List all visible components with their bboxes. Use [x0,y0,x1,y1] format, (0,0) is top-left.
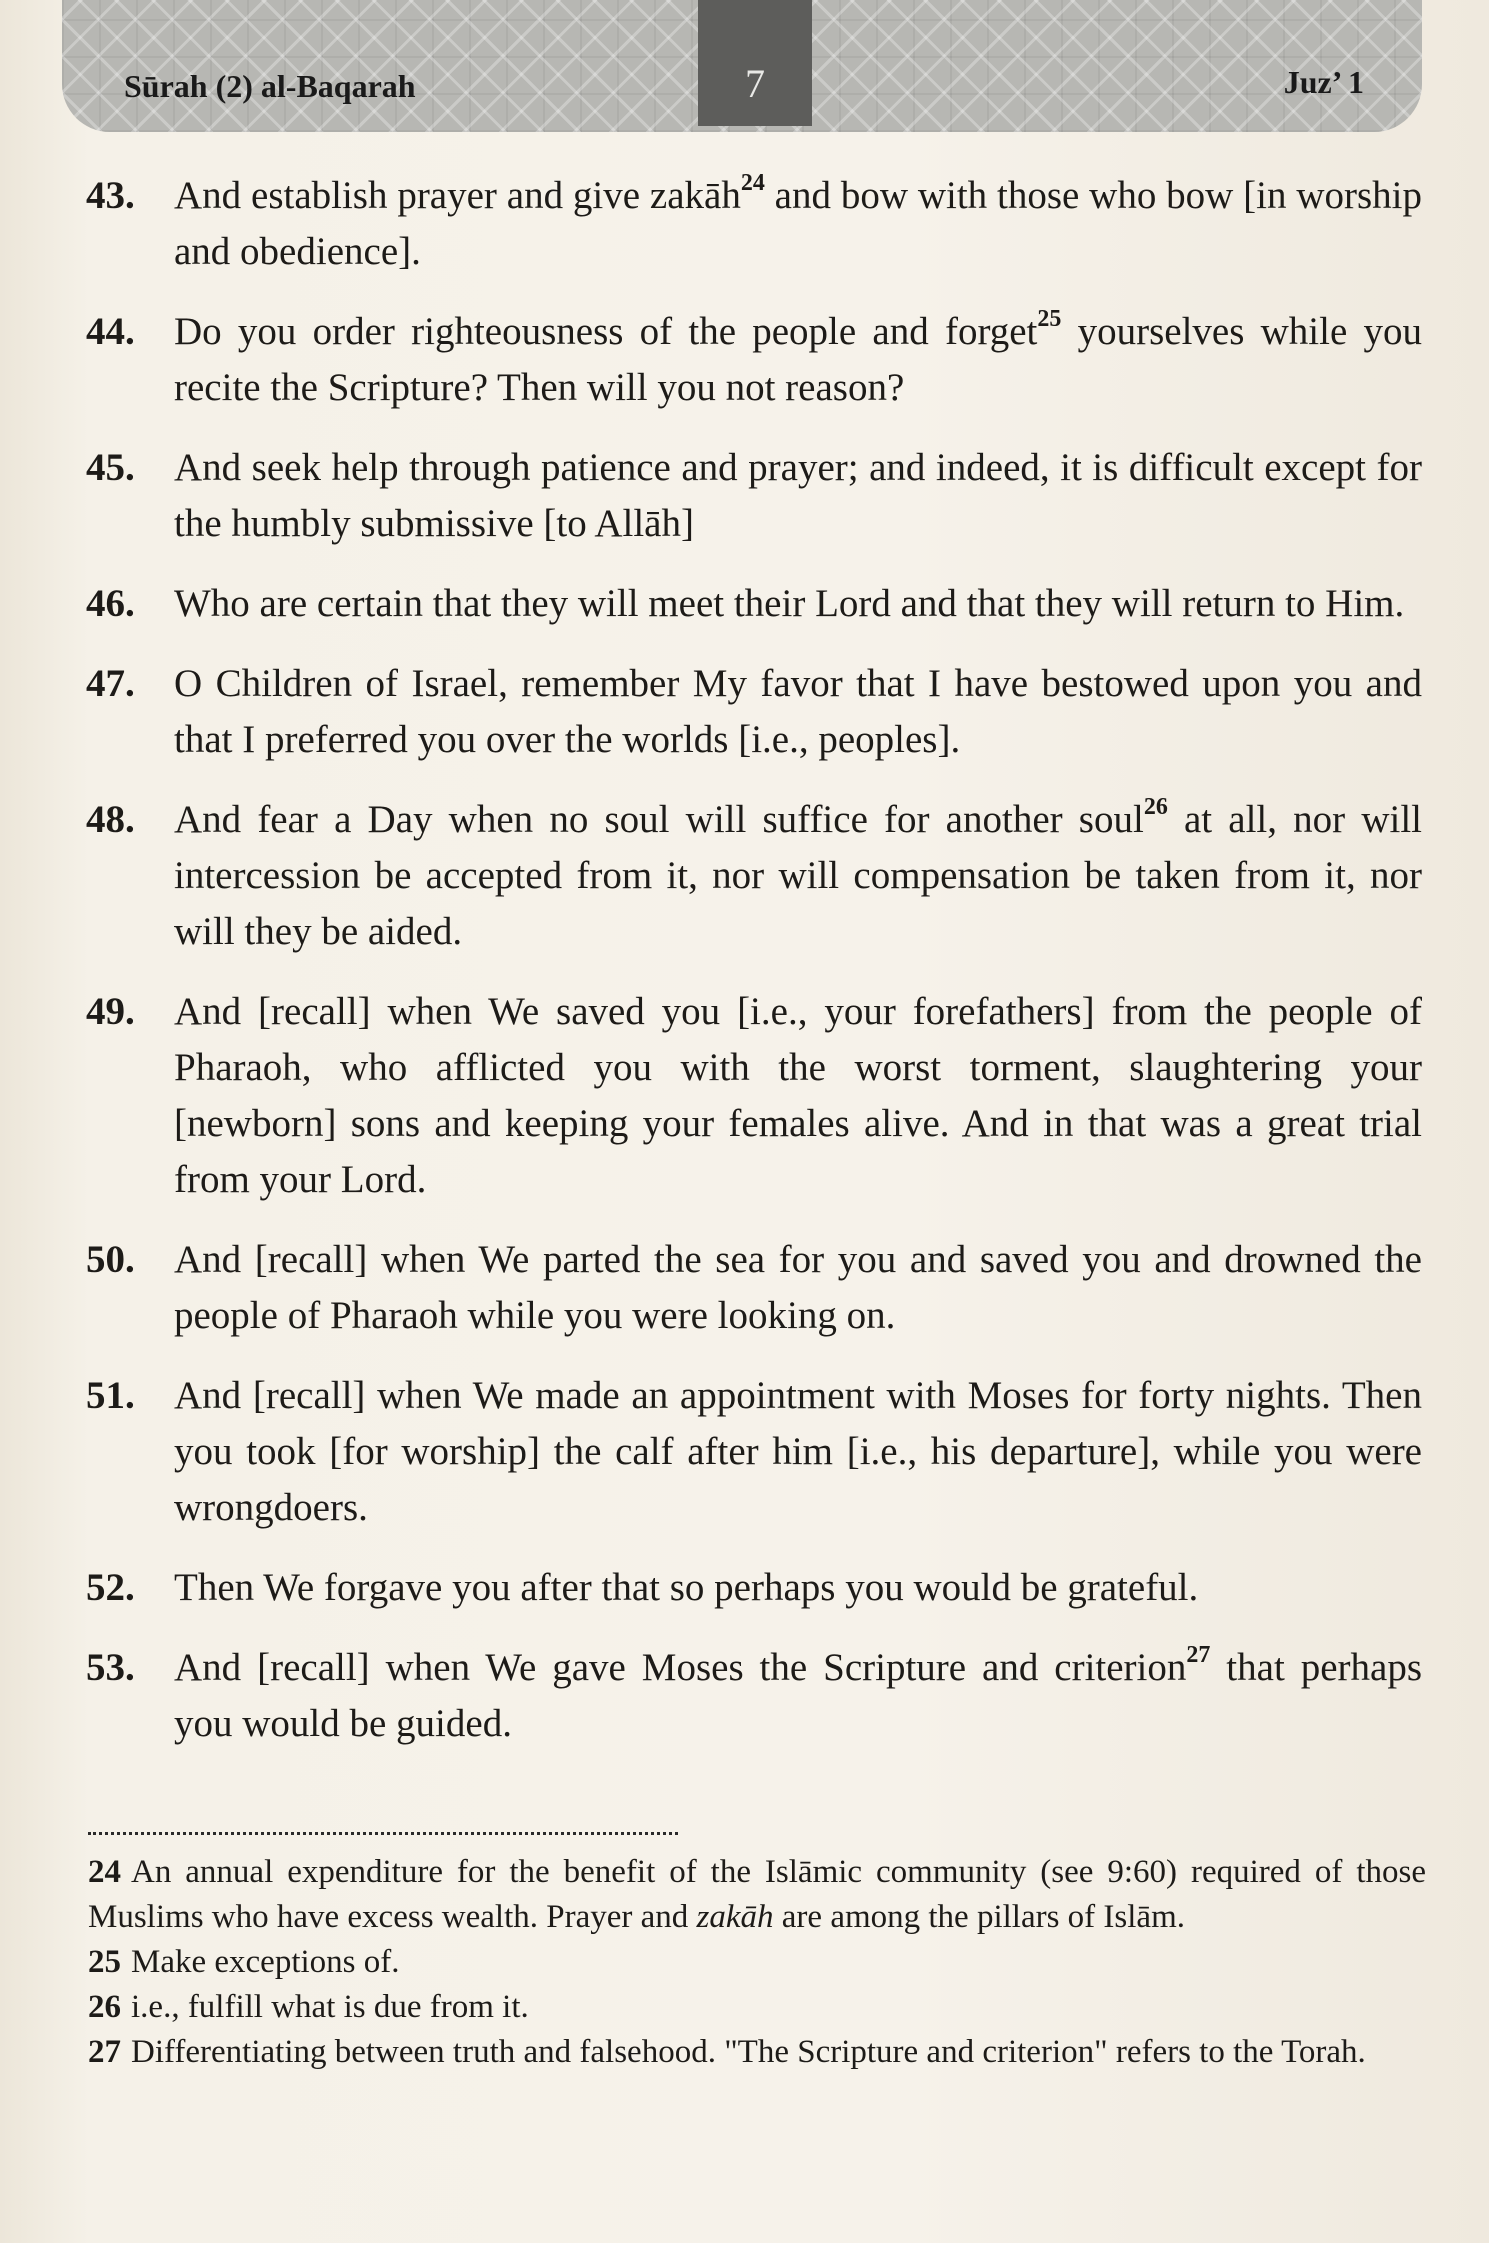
footnote-divider [88,1832,678,1835]
text-run: are among the pillars of Islām. [773,1899,1185,1935]
text-run: And [recall] when We saved you [i.e., your forefathers] from the people of Pharaoh, who afflicted you with the worst torment, slaughtering your [newborn] sons and keeping your females alive. And in that was a great trial from your Lord. [174,990,1422,1201]
text-run: O Children of Israel, remember My favor that I have bestowed upon you and that I preferred you over the worlds [i.e., peoples]. [174,662,1422,761]
verse [86,576,1422,632]
verse [86,984,1422,1208]
footnote-list [88,1850,1426,2075]
verse-text [174,1368,1422,1536]
footnote [88,1850,1426,1940]
text-run: An annual expenditure for the benefit of the Islāmic community (see 9:60) required of those Muslims who have excess wealth. Prayer and [88,1854,1426,1935]
verse-number: 49. [86,990,135,1033]
verse [86,1232,1422,1344]
footnote [88,1985,1426,2030]
italic-term: zakāh [696,1899,774,1935]
verse-number: 47. [86,662,135,705]
verse-text [174,656,1422,768]
verse-text [174,1560,1422,1616]
text-run: Make exceptions of. [131,1944,400,1980]
text-run: at all, nor will intercession be accepted from it, nor will compensation be taken from it, nor will they be aided. [174,798,1422,953]
text-run: i.e., fulfill what is due from it. [131,1989,529,2025]
footnote-number: 26 [88,1989,121,2025]
verse [86,1368,1422,1536]
verse-number: 44. [86,310,135,353]
footnote-ref: 26 [1143,794,1168,820]
verse-number: 50. [86,1238,135,1281]
verse-number: 45. [86,446,135,489]
text-run: And [recall] when We made an appointment with Moses for forty nights. Then you took [for worship] the calf after him [i.e., his departure], while you were wrongdoers. [174,1374,1422,1529]
text-run: And [recall] when We gave Moses the Scripture and criterion [174,1646,1187,1689]
text-run: that perhaps you would be guided. [174,1646,1423,1745]
text-run: Do you order righteousness of the people and forget [174,310,1038,353]
verse-text [174,576,1422,632]
text-run: And [recall] when We parted the sea for you and saved you and drowned the people of Pharaoh while you were looking on. [174,1238,1422,1337]
verse [86,792,1422,960]
verse-number: 48. [86,798,135,841]
verse-text [174,1232,1422,1344]
text-run: And establish prayer and give zakāh [174,174,741,217]
verse-number: 51. [86,1374,135,1417]
verse [86,304,1422,416]
text-run: And seek help through patience and prayer; and indeed, it is difficult except for the humbly submissive [to Allāh] [174,446,1422,545]
verse [86,1560,1422,1616]
surah-title: Sūrah (2) al-Baqarah [124,68,416,104]
page-number: 7 [698,0,812,126]
text-run: And fear a Day when no soul will suffice for another soul [174,798,1144,841]
verse-number: 53. [86,1646,135,1689]
verse-number: 52. [86,1566,135,1609]
juz-label: Juz’ 1 [1283,64,1364,100]
verse-text [174,1640,1422,1752]
verse-text [174,304,1422,416]
verse [86,168,1422,280]
page-header [62,0,1422,132]
text-run: and bow with those who bow [in worship and obedience]. [174,174,1422,273]
footnote-ref: 25 [1037,306,1062,332]
footnote-number: 24 [88,1854,121,1890]
verse-text [174,984,1422,1208]
text-run: yourselves while you recite the Scripture? Then will you not reason? [174,310,1422,409]
footnote-number: 25 [88,1944,121,1980]
verse [86,440,1422,552]
verse [86,1640,1422,1752]
footnote [88,1940,1426,1985]
footnote-number: 27 [88,2034,121,2070]
text-run: Differentiating between truth and falsehood. "The Scripture and criterion" refers to the Torah. [131,2034,1366,2070]
verse-number: 43. [86,174,135,217]
footnote-ref: 27 [1186,1642,1211,1668]
verse-text [174,440,1422,552]
verse [86,656,1422,768]
text-run: Then We forgave you after that so perhaps you would be grateful. [174,1566,1199,1609]
verse-number: 46. [86,582,135,625]
footnote [88,2030,1426,2075]
verse-text [174,792,1422,960]
footnote-ref: 24 [740,170,765,196]
text-run: Who are certain that they will meet their Lord and that they will return to Him. [174,582,1405,625]
verse-list [86,168,1422,1776]
verse-text [174,168,1422,280]
